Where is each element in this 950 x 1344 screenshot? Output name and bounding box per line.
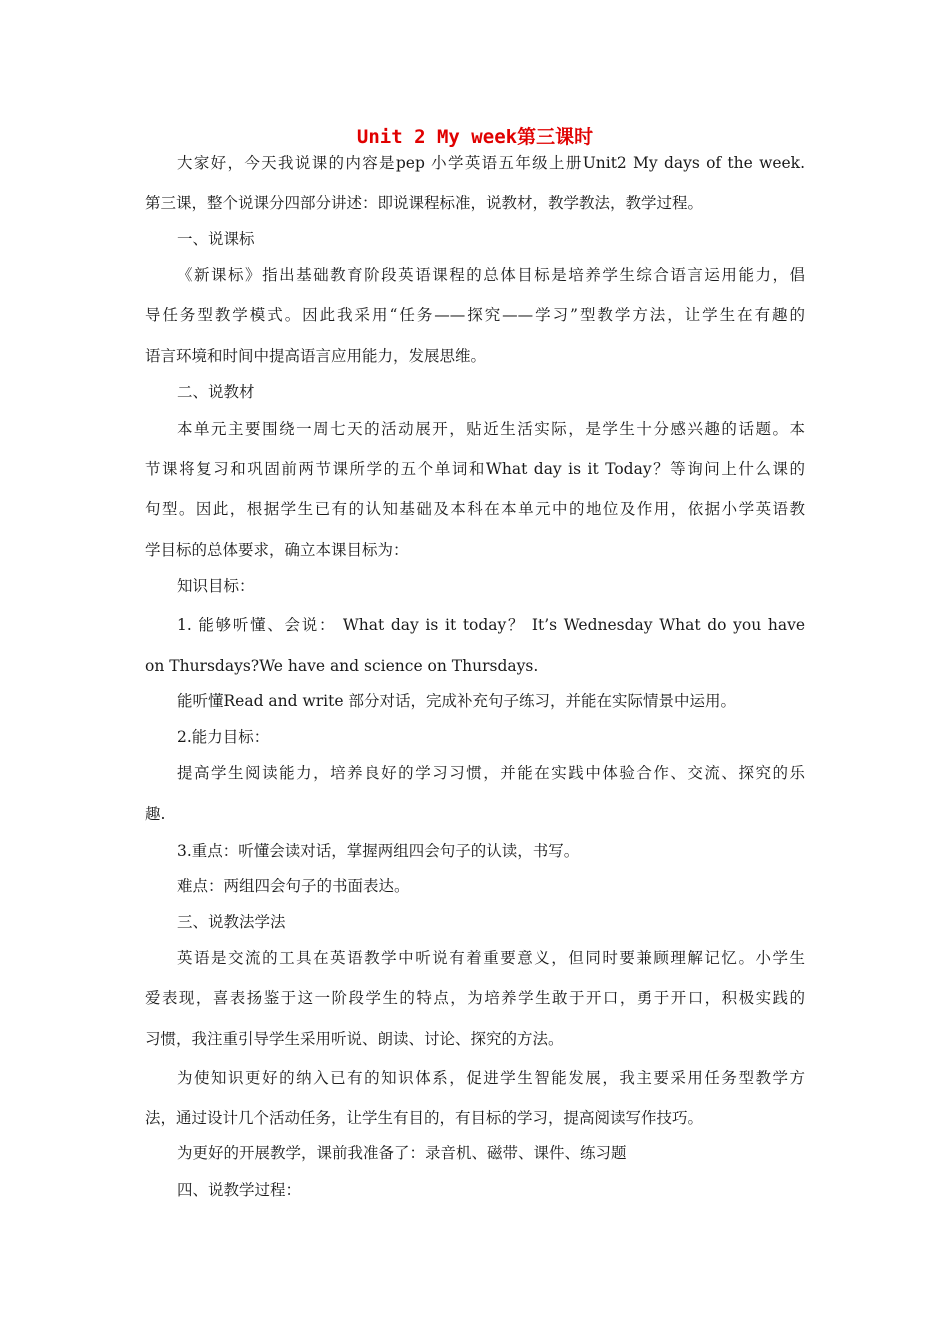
- paragraph-line: 大家好，今天我说课的内容是pep 小学英语五年级上册Unit2 My days of the week.: [177, 154, 805, 172]
- paragraph-line: 提高学生阅读能力，培养良好的学习习惯，并能在实践中体验合作、交流、探究的乐: [177, 764, 805, 782]
- paragraph-line: 《新课标》指出基础教育阶段英语课程的总体目标是培养学生综合语言运用能力，倡: [177, 266, 805, 284]
- paragraph-line: 1. 能够听懂、会说： What day is it today？ It’s Wednesday What do you have: [177, 616, 805, 634]
- paragraph-line: on Thursdays?We have and science on Thursdays.: [145, 657, 539, 675]
- paragraph-line: 学目标的总体要求，确立本课目标为：: [145, 541, 409, 559]
- paragraph-line: 习惯，我注重引导学生采用听说、朗读、讨论、探究的方法。: [145, 1030, 564, 1048]
- paragraph-line: 本单元主要围绕一周七天的活动展开，贴近生活实际，是学生十分感兴趣的话题。本: [177, 420, 805, 438]
- paragraph-line: 3.重点：听懂会读对话，掌握两组四会句子的认读，书写。: [177, 842, 580, 860]
- document-title: Unit 2 My week第三课时: [356, 126, 594, 148]
- subsection-heading: 2.能力目标：: [177, 728, 270, 746]
- paragraph-line: 英语是交流的工具在英语教学中听说有着重要意义，但同时要兼顾理解记忆。小学生: [177, 949, 805, 967]
- paragraph-line: 句型。因此，根据学生已有的认知基础及本科在本单元中的地位及作用，依据小学英语教: [145, 500, 805, 518]
- paragraph-line: 为使知识更好的纳入已有的知识体系，促进学生智能发展，我主要采用任务型教学方: [177, 1069, 805, 1087]
- paragraph-line: 语言环境和时间中提高语言应用能力，发展思维。: [145, 347, 487, 365]
- section-heading: 二、说教材: [177, 383, 255, 401]
- paragraph-line: 导任务型教学模式。因此我采用“任务——探究——学习”型教学方法，让学生在有趣的: [145, 306, 805, 324]
- paragraph-line: 第三课，整个说课分四部分讲述：即说课程标准，说教材，教学教法，教学过程。: [145, 194, 704, 212]
- paragraph-line: 难点：两组四会句子的书面表达。: [177, 877, 410, 895]
- paragraph-line: 法，通过设计几个活动任务，让学生有目的，有目标的学习，提高阅读写作技巧。: [145, 1109, 704, 1127]
- paragraph-line: 节课将复习和巩固前两节课所学的五个单词和What day is it Today？等询问上什么课的: [145, 460, 805, 478]
- section-heading: 四、说教学过程：: [177, 1181, 302, 1199]
- paragraph-line: 趣.: [145, 805, 166, 823]
- paragraph-line: 爱表现，喜表扬鉴于这一阶段学生的特点，为培养学生敢于开口，勇于开口，积极实践的: [145, 989, 805, 1007]
- section-heading: 三、说教法学法: [177, 913, 286, 931]
- section-heading: 一、说课标: [177, 230, 255, 248]
- subsection-heading: 知识目标：: [177, 577, 255, 595]
- paragraph-line: 能听懂Read and write 部分对话，完成补充句子练习，并能在实际情景中运用。: [177, 692, 736, 710]
- paragraph-line: 为更好的开展教学，课前我准备了：录音机、磁带、课件、练习题: [177, 1144, 627, 1162]
